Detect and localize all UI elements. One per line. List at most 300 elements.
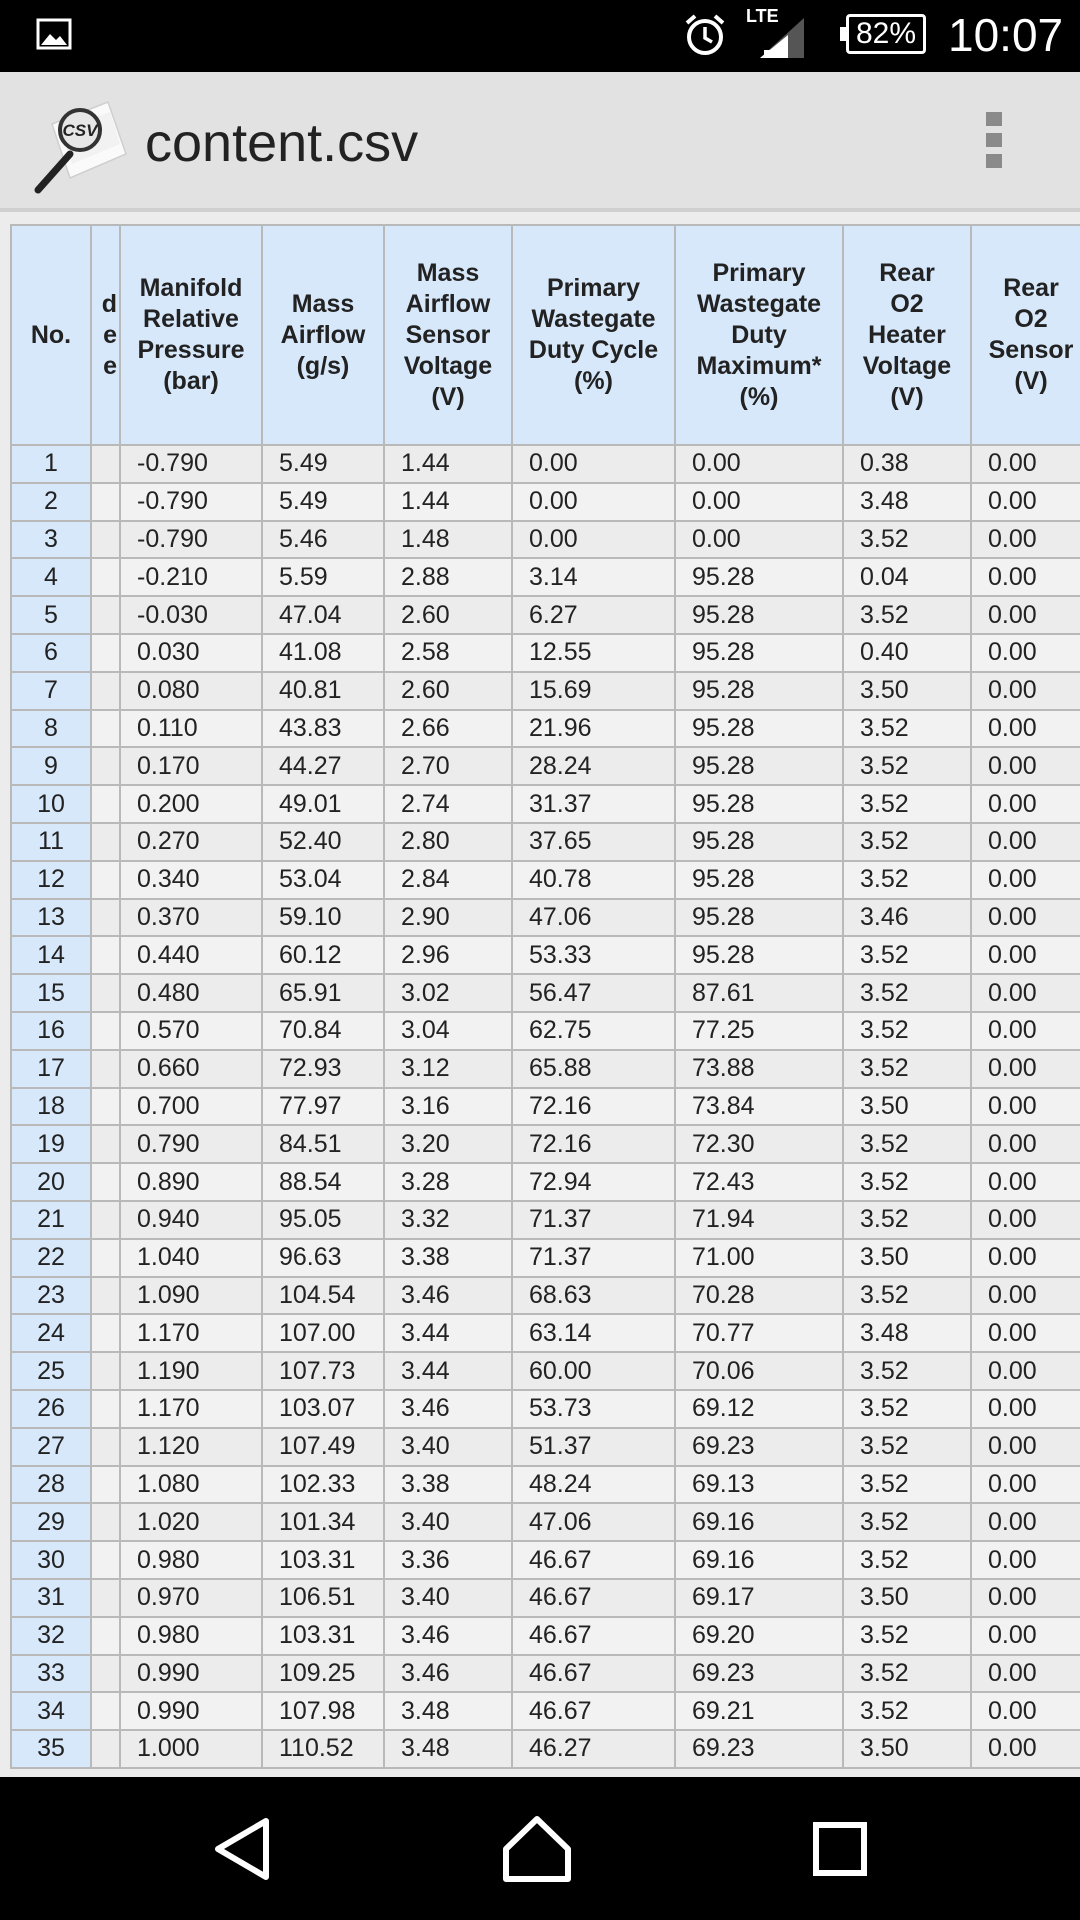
table-cell[interactable] bbox=[91, 936, 120, 974]
table-cell[interactable]: 15.69 bbox=[512, 672, 675, 710]
table-cell[interactable]: 3.52 bbox=[843, 1163, 971, 1201]
row-number-cell[interactable]: 25 bbox=[11, 1352, 91, 1390]
table-cell[interactable]: 69.23 bbox=[675, 1655, 843, 1693]
table-cell[interactable]: 0.440 bbox=[120, 936, 262, 974]
table-cell[interactable]: 3.40 bbox=[384, 1428, 512, 1466]
table-cell[interactable] bbox=[91, 1390, 120, 1428]
table-cell[interactable]: 88.54 bbox=[262, 1163, 384, 1201]
table-cell[interactable]: 0.700 bbox=[120, 1088, 262, 1126]
table-cell[interactable]: 0.00 bbox=[971, 1428, 1080, 1466]
row-number-cell[interactable]: 28 bbox=[11, 1466, 91, 1504]
table-cell[interactable]: 1.080 bbox=[120, 1466, 262, 1504]
row-number-cell[interactable]: 35 bbox=[11, 1730, 91, 1768]
table-cell[interactable]: 0.200 bbox=[120, 785, 262, 823]
table-cell[interactable]: 3.44 bbox=[384, 1352, 512, 1390]
table-cell[interactable] bbox=[91, 1655, 120, 1693]
column-header[interactable]: Rear O2 Heater Voltage (V) bbox=[843, 225, 971, 445]
table-row[interactable] bbox=[11, 672, 1080, 710]
table-cell[interactable]: 3.48 bbox=[384, 1692, 512, 1730]
table-cell[interactable]: 46.67 bbox=[512, 1655, 675, 1693]
table-row[interactable] bbox=[11, 823, 1080, 861]
table-cell[interactable]: 43.83 bbox=[262, 710, 384, 748]
table-cell[interactable]: -0.790 bbox=[120, 445, 262, 483]
table-cell[interactable]: 95.28 bbox=[675, 936, 843, 974]
table-row[interactable] bbox=[11, 1428, 1080, 1466]
table-cell[interactable]: 3.50 bbox=[843, 1239, 971, 1277]
table-cell[interactable]: 71.37 bbox=[512, 1201, 675, 1239]
table-cell[interactable]: 65.91 bbox=[262, 974, 384, 1012]
table-cell[interactable]: 0.00 bbox=[971, 1012, 1080, 1050]
table-cell[interactable]: 0.00 bbox=[971, 445, 1080, 483]
table-cell[interactable]: 3.38 bbox=[384, 1466, 512, 1504]
table-cell[interactable]: 95.28 bbox=[675, 785, 843, 823]
table-cell[interactable]: 71.37 bbox=[512, 1239, 675, 1277]
table-cell[interactable]: 3.28 bbox=[384, 1163, 512, 1201]
row-number-cell[interactable]: 18 bbox=[11, 1088, 91, 1126]
table-cell[interactable]: 65.88 bbox=[512, 1050, 675, 1088]
row-number-cell[interactable]: 32 bbox=[11, 1617, 91, 1655]
table-cell[interactable]: 0.00 bbox=[971, 1088, 1080, 1126]
row-number-cell[interactable]: 23 bbox=[11, 1277, 91, 1315]
table-cell[interactable]: 103.31 bbox=[262, 1541, 384, 1579]
table-cell[interactable]: 3.52 bbox=[843, 1390, 971, 1428]
table-cell[interactable]: 3.52 bbox=[843, 1277, 971, 1315]
table-row[interactable] bbox=[11, 1012, 1080, 1050]
table-cell[interactable]: 0.00 bbox=[675, 483, 843, 521]
table-cell[interactable]: 95.05 bbox=[262, 1201, 384, 1239]
row-number-cell[interactable]: 26 bbox=[11, 1390, 91, 1428]
table-row[interactable] bbox=[11, 1163, 1080, 1201]
table-cell[interactable]: 3.46 bbox=[843, 899, 971, 937]
table-cell[interactable]: 60.12 bbox=[262, 936, 384, 974]
table-cell[interactable]: 3.46 bbox=[384, 1655, 512, 1693]
table-cell[interactable]: 2.60 bbox=[384, 596, 512, 634]
table-cell[interactable]: 3.52 bbox=[843, 521, 971, 559]
table-cell[interactable] bbox=[91, 1428, 120, 1466]
table-cell[interactable]: 53.73 bbox=[512, 1390, 675, 1428]
table-cell[interactable]: 95.28 bbox=[675, 672, 843, 710]
table-cell[interactable]: 3.52 bbox=[843, 1428, 971, 1466]
table-cell[interactable]: 0.980 bbox=[120, 1541, 262, 1579]
table-cell[interactable]: 0.080 bbox=[120, 672, 262, 710]
table-cell[interactable]: 95.28 bbox=[675, 634, 843, 672]
table-cell[interactable] bbox=[91, 1239, 120, 1277]
table-cell[interactable]: 0.00 bbox=[971, 1314, 1080, 1352]
table-cell[interactable]: 1.090 bbox=[120, 1277, 262, 1315]
table-cell[interactable]: 3.50 bbox=[843, 672, 971, 710]
table-cell[interactable]: 49.01 bbox=[262, 785, 384, 823]
table-cell[interactable]: 0.890 bbox=[120, 1163, 262, 1201]
table-cell[interactable] bbox=[91, 710, 120, 748]
table-cell[interactable]: 3.46 bbox=[384, 1390, 512, 1428]
row-number-cell[interactable]: 19 bbox=[11, 1125, 91, 1163]
table-cell[interactable]: 84.51 bbox=[262, 1125, 384, 1163]
table-cell[interactable]: 0.00 bbox=[971, 936, 1080, 974]
table-cell[interactable]: 0.00 bbox=[971, 861, 1080, 899]
column-header[interactable]: Manifold Relative Pressure (bar) bbox=[120, 225, 262, 445]
table-cell[interactable]: 110.52 bbox=[262, 1730, 384, 1768]
row-number-cell[interactable]: 5 bbox=[11, 596, 91, 634]
row-number-cell[interactable]: 27 bbox=[11, 1428, 91, 1466]
table-cell[interactable]: 0.00 bbox=[971, 1125, 1080, 1163]
table-cell[interactable]: 3.46 bbox=[384, 1277, 512, 1315]
table-cell[interactable]: 0.00 bbox=[971, 521, 1080, 559]
table-cell[interactable]: 0.980 bbox=[120, 1617, 262, 1655]
row-number-cell[interactable]: 3 bbox=[11, 521, 91, 559]
table-cell[interactable]: 0.00 bbox=[971, 596, 1080, 634]
table-cell[interactable]: 47.04 bbox=[262, 596, 384, 634]
table-cell[interactable]: 3.40 bbox=[384, 1579, 512, 1617]
table-row[interactable] bbox=[11, 747, 1080, 785]
row-number-cell[interactable]: 14 bbox=[11, 936, 91, 974]
table-cell[interactable]: 72.16 bbox=[512, 1088, 675, 1126]
table-cell[interactable]: 3.48 bbox=[384, 1730, 512, 1768]
table-cell[interactable]: 87.61 bbox=[675, 974, 843, 1012]
table-cell[interactable]: 69.16 bbox=[675, 1503, 843, 1541]
table-cell[interactable]: 0.970 bbox=[120, 1579, 262, 1617]
table-cell[interactable]: 107.73 bbox=[262, 1352, 384, 1390]
table-cell[interactable]: 73.84 bbox=[675, 1088, 843, 1126]
table-cell[interactable]: 0.940 bbox=[120, 1201, 262, 1239]
row-number-cell[interactable]: 9 bbox=[11, 747, 91, 785]
table-cell[interactable]: 0.00 bbox=[512, 445, 675, 483]
table-cell[interactable]: 3.52 bbox=[843, 1201, 971, 1239]
column-header[interactable]: Mass Airflow (g/s) bbox=[262, 225, 384, 445]
table-row[interactable] bbox=[11, 1352, 1080, 1390]
table-cell[interactable] bbox=[91, 1314, 120, 1352]
table-cell[interactable]: 53.33 bbox=[512, 936, 675, 974]
table-cell[interactable]: 0.00 bbox=[971, 747, 1080, 785]
table-cell[interactable]: 0.00 bbox=[971, 1655, 1080, 1693]
table-row[interactable] bbox=[11, 1655, 1080, 1693]
table-cell[interactable]: 56.47 bbox=[512, 974, 675, 1012]
table-cell[interactable]: 0.790 bbox=[120, 1125, 262, 1163]
table-cell[interactable]: 5.59 bbox=[262, 558, 384, 596]
row-number-cell[interactable]: 13 bbox=[11, 899, 91, 937]
back-icon[interactable] bbox=[210, 1815, 274, 1883]
table-cell[interactable]: 44.27 bbox=[262, 747, 384, 785]
table-cell[interactable] bbox=[91, 785, 120, 823]
table-cell[interactable]: 0.00 bbox=[971, 483, 1080, 521]
table-cell[interactable] bbox=[91, 1466, 120, 1504]
row-number-cell[interactable]: 10 bbox=[11, 785, 91, 823]
table-cell[interactable]: 96.63 bbox=[262, 1239, 384, 1277]
table-cell[interactable]: 1.020 bbox=[120, 1503, 262, 1541]
table-cell[interactable]: 3.16 bbox=[384, 1088, 512, 1126]
table-cell[interactable]: 0.480 bbox=[120, 974, 262, 1012]
table-cell[interactable]: 69.16 bbox=[675, 1541, 843, 1579]
table-cell[interactable]: 5.49 bbox=[262, 445, 384, 483]
table-cell[interactable] bbox=[91, 1012, 120, 1050]
table-row[interactable] bbox=[11, 596, 1080, 634]
table-cell[interactable]: 70.84 bbox=[262, 1012, 384, 1050]
table-cell[interactable]: 12.55 bbox=[512, 634, 675, 672]
csv-magnifier-logo-icon[interactable] bbox=[30, 94, 130, 194]
table-cell[interactable]: 2.80 bbox=[384, 823, 512, 861]
table-cell[interactable]: 3.50 bbox=[843, 1088, 971, 1126]
table-row[interactable] bbox=[11, 1503, 1080, 1541]
table-cell[interactable]: 0.00 bbox=[675, 445, 843, 483]
table-cell[interactable]: 95.28 bbox=[675, 558, 843, 596]
table-cell[interactable]: 107.98 bbox=[262, 1692, 384, 1730]
table-cell[interactable]: 0.00 bbox=[971, 1730, 1080, 1768]
table-cell[interactable]: 1.48 bbox=[384, 521, 512, 559]
table-row[interactable] bbox=[11, 1277, 1080, 1315]
table-cell[interactable]: 1.040 bbox=[120, 1239, 262, 1277]
table-cell[interactable]: 0.00 bbox=[971, 672, 1080, 710]
table-cell[interactable]: 69.21 bbox=[675, 1692, 843, 1730]
table-cell[interactable]: 1.170 bbox=[120, 1390, 262, 1428]
table-cell[interactable]: 3.40 bbox=[384, 1503, 512, 1541]
table-cell[interactable] bbox=[91, 1088, 120, 1126]
column-header[interactable]: Primary Wastegate Duty Maximum* (%) bbox=[675, 225, 843, 445]
table-cell[interactable]: 0.00 bbox=[971, 974, 1080, 1012]
table-row[interactable] bbox=[11, 1314, 1080, 1352]
table-cell[interactable]: 0.340 bbox=[120, 861, 262, 899]
table-cell[interactable]: -0.210 bbox=[120, 558, 262, 596]
table-cell[interactable]: 3.20 bbox=[384, 1125, 512, 1163]
row-number-cell[interactable]: 33 bbox=[11, 1655, 91, 1693]
table-cell[interactable]: 2.96 bbox=[384, 936, 512, 974]
table-cell[interactable]: 95.28 bbox=[675, 747, 843, 785]
table-cell[interactable]: 3.52 bbox=[843, 1125, 971, 1163]
column-header-no[interactable]: No. bbox=[11, 225, 91, 445]
table-cell[interactable]: 71.94 bbox=[675, 1201, 843, 1239]
table-cell[interactable]: 3.04 bbox=[384, 1012, 512, 1050]
table-cell[interactable] bbox=[91, 634, 120, 672]
table-cell[interactable]: 0.00 bbox=[971, 899, 1080, 937]
table-cell[interactable]: -0.790 bbox=[120, 521, 262, 559]
table-cell[interactable]: 3.52 bbox=[843, 1352, 971, 1390]
table-cell[interactable] bbox=[91, 861, 120, 899]
table-cell[interactable] bbox=[91, 974, 120, 1012]
row-number-cell[interactable]: 6 bbox=[11, 634, 91, 672]
table-cell[interactable] bbox=[91, 1692, 120, 1730]
table-row[interactable] bbox=[11, 483, 1080, 521]
table-cell[interactable]: 0.00 bbox=[971, 1692, 1080, 1730]
table-cell[interactable]: 5.46 bbox=[262, 521, 384, 559]
table-row[interactable] bbox=[11, 1050, 1080, 1088]
column-header-clipped[interactable]: d e e bbox=[91, 225, 120, 445]
table-cell[interactable]: 2.88 bbox=[384, 558, 512, 596]
table-cell[interactable]: 3.52 bbox=[843, 1050, 971, 1088]
row-number-cell[interactable]: 30 bbox=[11, 1541, 91, 1579]
table-cell[interactable]: 3.46 bbox=[384, 1617, 512, 1655]
table-cell[interactable]: 0.990 bbox=[120, 1692, 262, 1730]
table-cell[interactable] bbox=[91, 672, 120, 710]
table-cell[interactable]: 72.43 bbox=[675, 1163, 843, 1201]
table-cell[interactable]: 3.38 bbox=[384, 1239, 512, 1277]
table-cell[interactable] bbox=[91, 1125, 120, 1163]
table-cell[interactable]: 0.990 bbox=[120, 1655, 262, 1693]
table-cell[interactable]: 109.25 bbox=[262, 1655, 384, 1693]
table-cell[interactable]: 3.52 bbox=[843, 1503, 971, 1541]
table-cell[interactable]: 2.84 bbox=[384, 861, 512, 899]
table-row[interactable] bbox=[11, 1579, 1080, 1617]
row-number-cell[interactable]: 34 bbox=[11, 1692, 91, 1730]
column-header[interactable]: Rear O2 Sensor (V) bbox=[971, 225, 1080, 445]
table-cell[interactable]: 3.52 bbox=[843, 936, 971, 974]
table-cell[interactable]: 3.32 bbox=[384, 1201, 512, 1239]
table-cell[interactable]: 3.48 bbox=[843, 483, 971, 521]
table-cell[interactable]: 0.00 bbox=[971, 1050, 1080, 1088]
table-cell[interactable]: 0.370 bbox=[120, 899, 262, 937]
table-row[interactable] bbox=[11, 1541, 1080, 1579]
csv-table-view[interactable] bbox=[0, 212, 1080, 1777]
table-cell[interactable]: 3.12 bbox=[384, 1050, 512, 1088]
table-cell[interactable]: 21.96 bbox=[512, 710, 675, 748]
table-cell[interactable]: 70.28 bbox=[675, 1277, 843, 1315]
table-row[interactable] bbox=[11, 1466, 1080, 1504]
table-cell[interactable]: 3.52 bbox=[843, 747, 971, 785]
table-cell[interactable]: 69.13 bbox=[675, 1466, 843, 1504]
table-row[interactable] bbox=[11, 785, 1080, 823]
table-cell[interactable]: 0.270 bbox=[120, 823, 262, 861]
table-cell[interactable]: 69.20 bbox=[675, 1617, 843, 1655]
table-cell[interactable]: 70.77 bbox=[675, 1314, 843, 1352]
column-header[interactable]: Primary Wastegate Duty Cycle (%) bbox=[512, 225, 675, 445]
row-number-cell[interactable]: 21 bbox=[11, 1201, 91, 1239]
table-cell[interactable] bbox=[91, 1579, 120, 1617]
table-row[interactable] bbox=[11, 1201, 1080, 1239]
table-cell[interactable] bbox=[91, 1541, 120, 1579]
table-cell[interactable]: 40.78 bbox=[512, 861, 675, 899]
table-cell[interactable]: 69.23 bbox=[675, 1428, 843, 1466]
table-cell[interactable]: 0.00 bbox=[971, 1541, 1080, 1579]
row-number-cell[interactable]: 1 bbox=[11, 445, 91, 483]
table-row[interactable] bbox=[11, 899, 1080, 937]
table-cell[interactable]: 0.04 bbox=[843, 558, 971, 596]
table-cell[interactable]: 41.08 bbox=[262, 634, 384, 672]
table-cell[interactable] bbox=[91, 1617, 120, 1655]
table-cell[interactable]: 53.04 bbox=[262, 861, 384, 899]
table-cell[interactable]: 0.00 bbox=[512, 521, 675, 559]
table-row[interactable] bbox=[11, 1692, 1080, 1730]
table-cell[interactable]: 0.00 bbox=[971, 1239, 1080, 1277]
table-cell[interactable]: 1.170 bbox=[120, 1314, 262, 1352]
table-cell[interactable]: 68.63 bbox=[512, 1277, 675, 1315]
table-cell[interactable]: 0.00 bbox=[971, 1277, 1080, 1315]
table-cell[interactable]: 59.10 bbox=[262, 899, 384, 937]
table-cell[interactable]: 46.67 bbox=[512, 1692, 675, 1730]
table-cell[interactable]: 102.33 bbox=[262, 1466, 384, 1504]
table-cell[interactable]: 60.00 bbox=[512, 1352, 675, 1390]
table-cell[interactable]: 3.52 bbox=[843, 974, 971, 1012]
table-cell[interactable]: 0.00 bbox=[971, 1201, 1080, 1239]
table-cell[interactable]: 3.02 bbox=[384, 974, 512, 1012]
table-cell[interactable]: 2.70 bbox=[384, 747, 512, 785]
table-cell[interactable]: 2.58 bbox=[384, 634, 512, 672]
table-cell[interactable]: 0.00 bbox=[971, 1466, 1080, 1504]
table-cell[interactable] bbox=[91, 1201, 120, 1239]
table-cell[interactable]: 0.00 bbox=[971, 710, 1080, 748]
table-cell[interactable]: 0.00 bbox=[971, 1390, 1080, 1428]
table-cell[interactable]: 72.30 bbox=[675, 1125, 843, 1163]
table-cell[interactable]: 3.52 bbox=[843, 1541, 971, 1579]
table-cell[interactable]: 73.88 bbox=[675, 1050, 843, 1088]
table-cell[interactable]: 46.67 bbox=[512, 1617, 675, 1655]
table-cell[interactable]: 69.23 bbox=[675, 1730, 843, 1768]
table-cell[interactable]: 6.27 bbox=[512, 596, 675, 634]
table-cell[interactable] bbox=[91, 1163, 120, 1201]
table-cell[interactable]: 47.06 bbox=[512, 1503, 675, 1541]
table-cell[interactable] bbox=[91, 1050, 120, 1088]
table-cell[interactable]: 69.17 bbox=[675, 1579, 843, 1617]
table-cell[interactable]: 0.110 bbox=[120, 710, 262, 748]
table-cell[interactable]: 47.06 bbox=[512, 899, 675, 937]
table-cell[interactable] bbox=[91, 445, 120, 483]
table-cell[interactable]: 70.06 bbox=[675, 1352, 843, 1390]
table-cell[interactable]: 2.66 bbox=[384, 710, 512, 748]
table-row[interactable] bbox=[11, 1617, 1080, 1655]
table-cell[interactable]: 95.28 bbox=[675, 596, 843, 634]
table-cell[interactable]: 48.24 bbox=[512, 1466, 675, 1504]
table-cell[interactable]: 95.28 bbox=[675, 710, 843, 748]
table-cell[interactable]: 3.52 bbox=[843, 596, 971, 634]
row-number-cell[interactable]: 15 bbox=[11, 974, 91, 1012]
table-cell[interactable]: 0.00 bbox=[512, 483, 675, 521]
table-cell[interactable]: 77.97 bbox=[262, 1088, 384, 1126]
table-cell[interactable]: 0.00 bbox=[971, 1579, 1080, 1617]
table-cell[interactable]: 95.28 bbox=[675, 899, 843, 937]
table-cell[interactable] bbox=[91, 823, 120, 861]
table-cell[interactable]: 3.52 bbox=[843, 1466, 971, 1504]
row-number-cell[interactable]: 8 bbox=[11, 710, 91, 748]
table-cell[interactable]: 0.00 bbox=[971, 785, 1080, 823]
table-cell[interactable]: 95.28 bbox=[675, 823, 843, 861]
table-cell[interactable]: 2.74 bbox=[384, 785, 512, 823]
row-number-cell[interactable]: 22 bbox=[11, 1239, 91, 1277]
table-cell[interactable]: 0.030 bbox=[120, 634, 262, 672]
table-row[interactable] bbox=[11, 521, 1080, 559]
table-row[interactable] bbox=[11, 1730, 1080, 1768]
table-cell[interactable]: 3.36 bbox=[384, 1541, 512, 1579]
table-cell[interactable]: 3.50 bbox=[843, 1579, 971, 1617]
row-number-cell[interactable]: 2 bbox=[11, 483, 91, 521]
table-cell[interactable]: 71.00 bbox=[675, 1239, 843, 1277]
home-icon[interactable] bbox=[502, 1813, 572, 1883]
row-number-cell[interactable]: 16 bbox=[11, 1012, 91, 1050]
table-cell[interactable]: 1.000 bbox=[120, 1730, 262, 1768]
table-row[interactable] bbox=[11, 936, 1080, 974]
table-cell[interactable]: 107.00 bbox=[262, 1314, 384, 1352]
table-cell[interactable] bbox=[91, 596, 120, 634]
table-cell[interactable] bbox=[91, 558, 120, 596]
table-cell[interactable]: 3.52 bbox=[843, 1617, 971, 1655]
table-cell[interactable]: 28.24 bbox=[512, 747, 675, 785]
table-cell[interactable]: 0.570 bbox=[120, 1012, 262, 1050]
table-cell[interactable]: 5.49 bbox=[262, 483, 384, 521]
table-cell[interactable]: 2.90 bbox=[384, 899, 512, 937]
table-row[interactable] bbox=[11, 861, 1080, 899]
table-cell[interactable]: 72.16 bbox=[512, 1125, 675, 1163]
table-cell[interactable]: 103.07 bbox=[262, 1390, 384, 1428]
table-cell[interactable]: 3.14 bbox=[512, 558, 675, 596]
table-cell[interactable]: 3.52 bbox=[843, 1012, 971, 1050]
table-cell[interactable] bbox=[91, 899, 120, 937]
recent-apps-icon[interactable] bbox=[812, 1821, 868, 1877]
table-cell[interactable]: 3.52 bbox=[843, 785, 971, 823]
row-number-cell[interactable]: 4 bbox=[11, 558, 91, 596]
table-cell[interactable] bbox=[91, 1730, 120, 1768]
row-number-cell[interactable]: 29 bbox=[11, 1503, 91, 1541]
table-cell[interactable] bbox=[91, 1352, 120, 1390]
table-cell[interactable]: 0.00 bbox=[971, 1503, 1080, 1541]
table-cell[interactable]: 1.44 bbox=[384, 483, 512, 521]
table-cell[interactable]: 0.170 bbox=[120, 747, 262, 785]
table-cell[interactable]: 3.52 bbox=[843, 710, 971, 748]
table-cell[interactable]: 77.25 bbox=[675, 1012, 843, 1050]
